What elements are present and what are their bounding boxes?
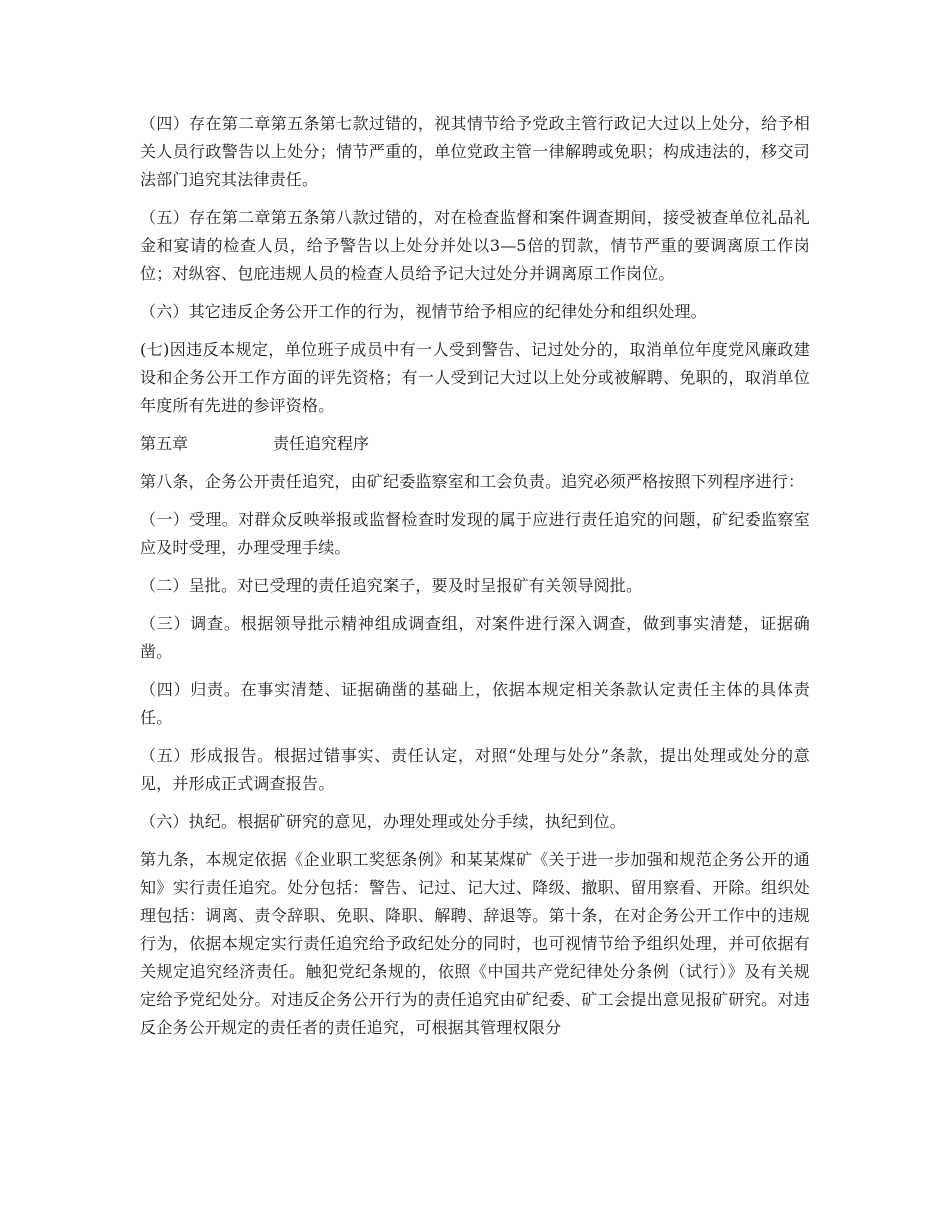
step-submit: （二）呈批。对已受理的责任追究案子，要及时呈报矿有关领导阅批。 — [140, 576, 643, 595]
chapter-number: 第五章 — [140, 434, 189, 453]
paragraph-4: （四）存在第二章第五条第七款过错的，视其情节给予党政主管行政记大过以上处分，给予相关人员行政警告以上处分；情节严重的，单位党政主管一律解聘或免职；构成违法的，移交司法部门追究其法律责任。 — [140, 114, 810, 189]
chapter-title: 责任追究程序 — [273, 434, 370, 453]
step-attribute: （四）归责。在事实清楚、证据确凿的基础上，依据本规定相关条款认定责任主体的具体责任。 — [140, 680, 810, 727]
paragraph-5: （五）存在第二章第五条第八款过错的，对在检查监督和案件调查期间，接受被查单位礼品礼金和宴请的检查人员，给予警告以上处分并处以3—5倍的罚款，情节严重的要调离原工作岗位；对纵容、包庇违规人员的检查人员给予记大过处分并调离原工作岗位。 — [140, 208, 810, 283]
article-9: 第九条，本规定依据《企业职工奖惩条例》和某某煤矿《关于进一步加强和规范企务公开的通知》实行责任追究。处分包括：警告、记过、记大过、降级、撤职、留用察看、开除。组织处理包括：调离、责令辞职、免职、降职、解聘、辞退等。第十条，在对企务公开工作中的违规行为，依据本规定实行责任追究给予政纪处分的同时，也可视情节给予组织处理，并可依据有关规定追究经济责任。触犯党纪条规的，依照《中国共产党纪律处分条例（试行）》及有关规定给予党纪处分。对违反企务公开行为的责任追究由矿纪委、矿工会提出意见报矿研究。对违反企务公开规定的责任者的责任追究，可根据其管理权限分 — [140, 850, 810, 1037]
step-investigate: （三）调查。根据领导批示精神组成调查组，对案件进行深入调查，做到事实清楚，证据确凿。 — [140, 614, 810, 661]
document-page — [140, 110, 810, 1052]
article-8: 第八条，企务公开责任追究，由矿纪委监察室和工会负责。追究必须严格按照下列程序进行： — [140, 472, 805, 491]
step-accept: （一）受理。对群众反映举报或监督检查时发现的属于应进行责任追究的问题，矿纪委监察室应及时受理，办理受理手续。 — [140, 510, 810, 557]
paragraph-7: (七)因违反本规定，单位班子成员中有一人受到警告、记过处分的，取消单位年度党风廉政建设和企务公开工作方面的评先资格；有一人受到记大过以上处分或被解聘、免职的，取消单位年度所有先进的参评资格。 — [140, 340, 810, 415]
step-enforce: （六）执纪。根据矿研究的意见，办理处理或处分手续，执纪到位。 — [140, 812, 627, 831]
paragraph-6: （六）其它违反企务公开工作的行为，视情节给予相应的纪律处分和组织处理。 — [140, 302, 708, 321]
chapter-heading — [140, 430, 810, 458]
step-report: （五）形成报告。根据过错事实、责任认定，对照“处理与处分”条款，提出处理或处分的意见，并形成正式调查报告。 — [140, 746, 810, 793]
